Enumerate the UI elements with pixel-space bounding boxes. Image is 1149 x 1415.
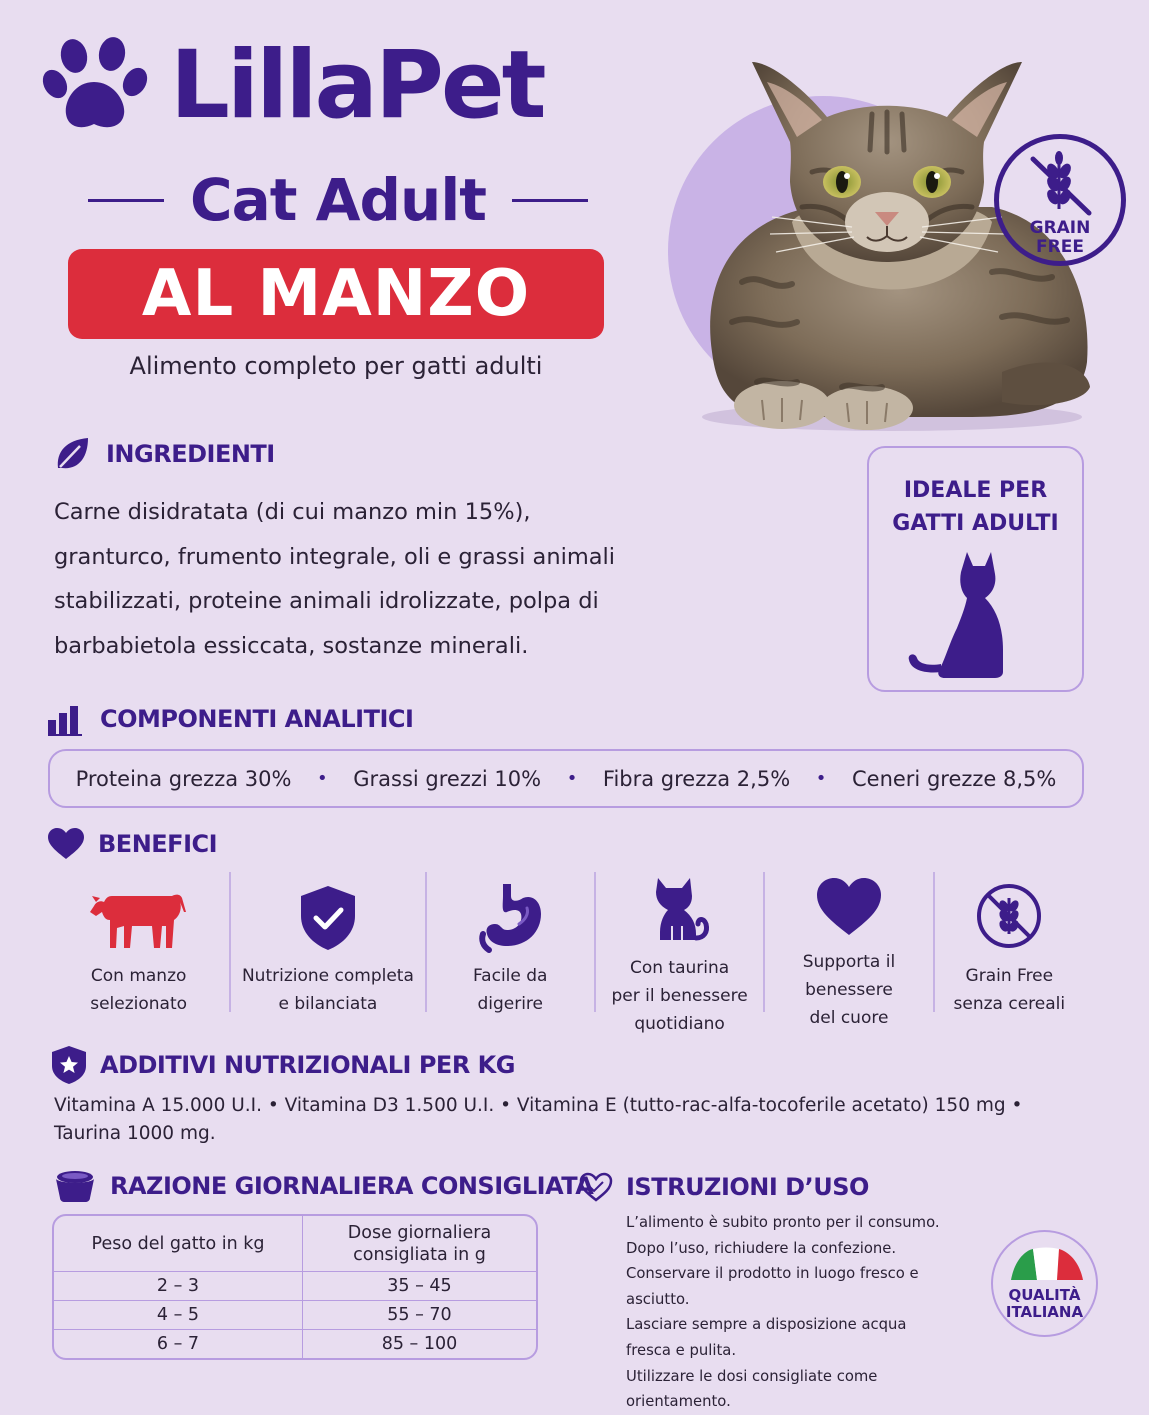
table-header-cell: Dose giornaliera consigliata in g bbox=[302, 1216, 536, 1271]
ration-table bbox=[52, 1214, 538, 1360]
heart-icon bbox=[48, 828, 84, 860]
component-item: Ceneri grezze 8,5% bbox=[851, 766, 1057, 791]
grain-free-label: GRAIN FREE bbox=[1029, 218, 1091, 257]
cow-icon bbox=[90, 890, 188, 950]
grain-free-badge bbox=[994, 134, 1126, 266]
table-cell: 35 – 45 bbox=[302, 1272, 536, 1300]
tagline: Alimento completo per gatti adulti bbox=[129, 352, 543, 380]
benefit-label: Nutrizione completa e bilanciata bbox=[241, 966, 414, 1014]
instruction-line: Conservare il prodotto in luogo fresco e asciutto. bbox=[626, 1265, 919, 1308]
instructions-title: ISTRUZIONI D’USO bbox=[626, 1173, 869, 1201]
instructions-heading bbox=[580, 1172, 869, 1202]
table-header-row bbox=[54, 1216, 536, 1271]
ingredients-line: granturco, frumento integrale, oli e grassi animali bbox=[54, 543, 616, 570]
quality-label: QUALITÀ ITALIANA bbox=[1005, 1286, 1084, 1321]
component-item: Grassi grezzi 10% bbox=[353, 766, 542, 791]
separator-dot: • bbox=[566, 768, 578, 789]
benefit-item bbox=[935, 872, 1084, 1032]
food-bowl-icon bbox=[54, 1170, 96, 1202]
ration-title: RAZIONE GIORNALIERA CONSIGLIATA bbox=[110, 1172, 594, 1200]
instruction-line: Dopo l’uso, richiudere la confezione. bbox=[626, 1239, 897, 1257]
table-cell: 55 – 70 bbox=[302, 1301, 536, 1329]
sitting-cat-icon bbox=[905, 548, 1015, 680]
divider-left bbox=[88, 199, 164, 202]
heart-outline-icon bbox=[580, 1172, 612, 1202]
instruction-line: Lasciare sempre a disposizione acqua bbox=[626, 1316, 907, 1334]
benefit-item bbox=[48, 872, 229, 1032]
instruction-line: Utilizzare le dosi consigliate come orientamento. bbox=[626, 1367, 878, 1411]
instructions-list bbox=[626, 1210, 986, 1415]
additives-heading bbox=[52, 1046, 515, 1084]
ingredients-title: INGREDIENTI bbox=[106, 440, 275, 468]
benefit-item bbox=[427, 872, 594, 1032]
italian-flag-icon bbox=[993, 1232, 1100, 1292]
components-box bbox=[48, 749, 1084, 808]
brand-header bbox=[44, 30, 544, 142]
heart-icon bbox=[817, 878, 881, 936]
component-item: Fibra grezza 2,5% bbox=[602, 766, 791, 791]
product-line-label: Cat Adult bbox=[190, 166, 486, 234]
components-title: COMPONENTI ANALITICI bbox=[100, 705, 414, 733]
star-badge-icon bbox=[52, 1046, 86, 1084]
benefits-title: BENEFICI bbox=[98, 830, 218, 858]
ration-heading bbox=[54, 1170, 593, 1202]
ingredients-line: Carne disidratata (di cui manzo min 15%), bbox=[54, 499, 531, 525]
divider-right bbox=[512, 199, 588, 202]
components-heading bbox=[48, 702, 413, 736]
benefit-item bbox=[596, 872, 763, 1032]
ingredients-line: stabilizzati, proteine animali idrolizzate, polpa di bbox=[54, 588, 599, 614]
quality-italiana-badge bbox=[991, 1230, 1098, 1337]
ideal-title: IDEALE PER GATTI ADULTI bbox=[892, 478, 1059, 536]
table-cell: 6 – 7 bbox=[156, 1334, 200, 1354]
ingredients-line: barbabietola essiccata, sostanze minerali. bbox=[54, 632, 529, 659]
additives-line: Vitamina A 15.000 U.I. • Vitamina D3 1.500 U.I. • Vitamina E (tutto-rac-alfa-tocoferile acetato) 150 mg • bbox=[54, 1095, 1023, 1116]
benefit-label: Grain Free senza cereali bbox=[953, 966, 1066, 1014]
ingredients-text bbox=[54, 490, 644, 668]
benefit-label: Supporta il benessere del cuore bbox=[802, 952, 896, 1028]
separator-dot: • bbox=[317, 768, 328, 789]
product-line bbox=[84, 165, 592, 235]
ingredients-heading bbox=[52, 434, 275, 474]
paw-icon bbox=[44, 38, 148, 134]
table-cell: 2 – 3 bbox=[156, 1276, 200, 1296]
brand-name: LillaPet bbox=[170, 31, 544, 140]
component-item: Proteina grezza 30% bbox=[75, 766, 292, 791]
table-row bbox=[54, 1329, 536, 1358]
stomach-icon bbox=[479, 884, 541, 950]
shield-check-icon bbox=[301, 886, 355, 950]
benefit-label: Con manzo selezionato bbox=[90, 966, 188, 1014]
benefit-item bbox=[765, 872, 932, 1032]
separator-dot: • bbox=[815, 768, 827, 789]
benefit-label: Con taurina per il benessere quotidiano bbox=[611, 958, 748, 1034]
kitten-icon bbox=[652, 876, 708, 942]
additives-line: Taurina 1000 mg. bbox=[54, 1123, 216, 1144]
instruction-line: fresca e pulita. bbox=[626, 1341, 737, 1359]
benefits-row bbox=[48, 872, 1084, 1032]
instruction-line: L’alimento è subito pronto per il consumo. bbox=[626, 1214, 940, 1231]
table-cell: 4 – 5 bbox=[156, 1305, 200, 1325]
table-header-cell: Peso del gatto in kg bbox=[91, 1233, 265, 1254]
leaf-icon bbox=[52, 434, 92, 474]
ideal-adult-box bbox=[867, 446, 1084, 692]
additives-title: ADDITIVI NUTRIZIONALI PER KG bbox=[100, 1051, 515, 1079]
table-row bbox=[54, 1271, 536, 1300]
table-cell: 85 – 100 bbox=[302, 1330, 536, 1358]
no-grain-icon bbox=[975, 882, 1043, 950]
table-row bbox=[54, 1300, 536, 1329]
additives-text bbox=[54, 1092, 1114, 1148]
benefits-heading bbox=[48, 828, 217, 860]
bar-chart-icon bbox=[48, 702, 86, 736]
benefit-label: Facile da digerire bbox=[472, 966, 548, 1014]
benefit-item bbox=[231, 872, 424, 1032]
flavor-banner: AL MANZO bbox=[68, 249, 604, 339]
